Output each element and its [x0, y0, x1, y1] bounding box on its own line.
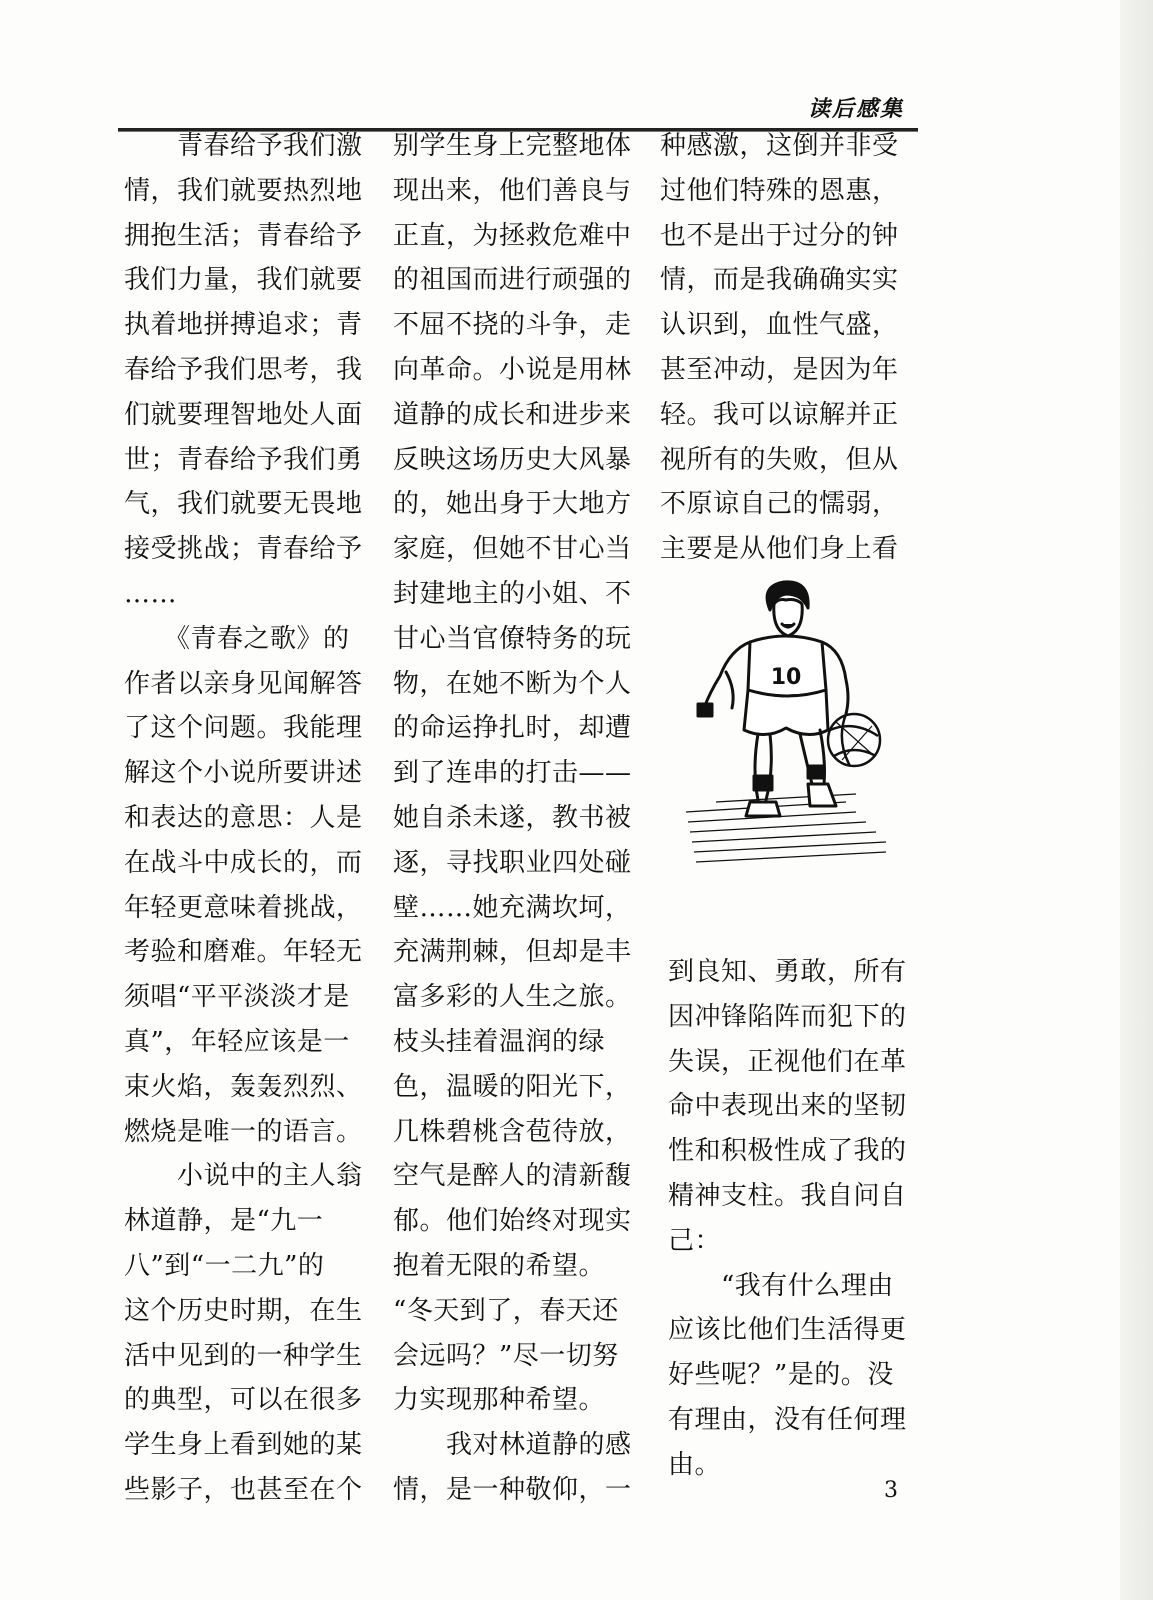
player-figure: [698, 582, 848, 816]
basketball-player-illustration: [686, 580, 896, 870]
jersey-number: 10: [770, 665, 802, 690]
court-floor: [686, 794, 886, 862]
scan-edge: [1120, 0, 1153, 1600]
text-column-3-bottom: 到良知、勇敢，所有 因冲锋陷阵而犯下的 失误，正视他们在革 命中表现出来的坚韧 性和积极性成了我的 精神支柱。我自问自 己： “我有什么理由 应该比他们生活得更 好些呢？”是的。没 有理由，没有任何理 由。: [668, 957, 907, 1480]
text-column-1: 青春给予我们激 情，我们就要热烈地 拥抱生活；青春给予 我们力量，我们就要 执着地拼搏追求；青 春给予我们思考，我 们就要理智地处人面 世；青春给予我们勇 气，我们就要无畏地 接受挑战；青春给予 …… 《青春之歌》的 作者以亲身见闻解答 了这个问题。我能理 解这个小说所要讲述 和表达的意思：人是 在战斗中成长的，而 年轻更意味着挑战， 考验和磨难。年轻无 须唱“平平淡淡才是 真”，年轻应该是一 束火焰，轰轰烈烈、 燃烧是唯一的语言。 小说中的主人翁 林道静，是“九一 八”到“一二九”的 这个历史时期，在生 活中见到的一种学生 的典型，可以在很多 学生身上看到她的某 些影子，也甚至在个: [124, 131, 363, 1505]
page-number: 3: [884, 1478, 898, 1503]
running-header: 读后感集: [808, 97, 905, 122]
text-column-2: 别学生身上完整地体 现出来，他们善良与 正直，为拯救危难中 的祖国而进行顽强的 不屈不挠的斗争，走 向革命。小说是用林 道静的成长和进步来 反映这场历史大风暴 的，她出身于大地方 家庭，但她不甘心当 封建地主的小姐、不 甘心当官僚特务的玩 物，在她不断为个人 的命运挣扎时，却遭 到了连串的打击—— 她自杀未遂，教书被 逐，寻找职业四处碰 壁……她充满坎坷， 充满荆棘，但却是丰 富多彩的人生之旅。 枝头挂着温润的绿 色，温暖的阳光下， 几株碧桃含苞待放， 空气是醉人的清新馥 郁。他们始终对现实 抱着无限的希望。 “冬天到了，春天还 会远吗？”尽一切努 力实现那种希望。 我对林道静的感 情，是一种敬仰，一: [393, 131, 632, 1505]
text-column-3-top: 种感激，这倒并非受 过他们特殊的恩惠， 也不是出于过分的钟 情，而是我确确实实 认识到，血性气盛， 甚至冲动，是因为年 轻。我可以谅解并正 视所有的失败，但从 不原谅自己的懦弱， 主要是从他们身上看: [660, 131, 899, 565]
basketball: [828, 714, 880, 766]
